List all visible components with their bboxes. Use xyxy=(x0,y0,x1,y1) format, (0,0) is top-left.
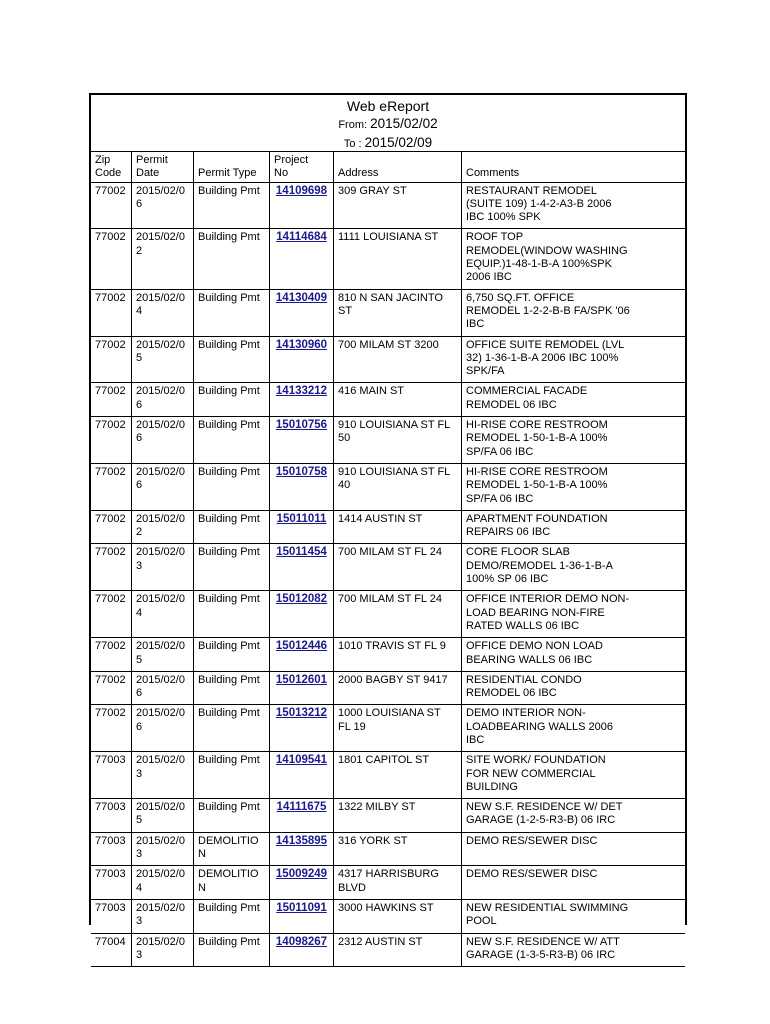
cell-permit-date: 2015/02/0 6 xyxy=(132,383,194,417)
table-row xyxy=(91,752,685,799)
project-link[interactable]: 14114684 xyxy=(276,231,327,244)
cell-address: 910 LOUISIANA ST FL 50 xyxy=(334,417,462,464)
permit-table xyxy=(91,152,685,967)
col-header-comments: Comments xyxy=(462,152,685,183)
cell-project-no xyxy=(270,672,334,706)
cell-permit-date: 2015/02/0 4 xyxy=(132,591,194,638)
table-row xyxy=(91,337,685,384)
cell-address: 1414 AUSTIN ST xyxy=(334,511,462,545)
cell-comments: DEMO RES/SEWER DISC xyxy=(462,866,685,900)
cell-comments: NEW S.F. RESIDENCE W/ DET GARAGE (1-2-5-R3-B) 06 IRC xyxy=(462,799,685,833)
project-link[interactable]: 14109698 xyxy=(275,184,328,197)
cell-permit-date: 2015/02/0 6 xyxy=(132,183,194,230)
project-link[interactable]: 15012601 xyxy=(275,673,328,686)
cell-project-no xyxy=(270,591,334,638)
cell-permit-date: 2015/02/0 3 xyxy=(132,934,194,968)
cell-project-no xyxy=(270,934,334,968)
cell-comments: NEW S.F. RESIDENCE W/ ATT GARAGE (1-3-5-R3-B) 06 IRC xyxy=(462,934,685,968)
cell-project-no xyxy=(270,464,334,511)
to-date: 2015/02/09 xyxy=(364,135,433,150)
cell-address: 910 LOUISIANA ST FL 40 xyxy=(334,464,462,511)
cell-permit-date: 2015/02/0 6 xyxy=(132,464,194,511)
cell-project-no xyxy=(270,290,334,337)
cell-comments: OFFICE SUITE REMODEL (LVL 32) 1-36-1-B-A 2006 IBC 100% SPK/FA xyxy=(462,337,685,384)
table-row xyxy=(91,383,685,417)
cell-permit-date: 2015/02/0 5 xyxy=(132,337,194,384)
cell-permit-type: Building Pmt xyxy=(194,337,270,384)
cell-zip: 77003 xyxy=(91,833,132,867)
cell-permit-date: 2015/02/0 4 xyxy=(132,290,194,337)
cell-address: 1000 LOUISIANA ST FL 19 xyxy=(334,705,462,752)
cell-project-no xyxy=(270,638,334,672)
project-link[interactable]: 14098267 xyxy=(275,935,328,948)
cell-permit-type: Building Pmt xyxy=(194,511,270,545)
report-frame xyxy=(89,93,687,961)
cell-address: 1111 LOUISIANA ST xyxy=(334,229,462,289)
cell-permit-date: 2015/02/0 5 xyxy=(132,638,194,672)
cell-address: 3000 HAWKINS ST xyxy=(334,900,462,934)
cell-zip: 77002 xyxy=(91,229,132,289)
cell-project-no xyxy=(270,752,334,799)
cell-zip: 77003 xyxy=(91,866,132,900)
cell-permit-type: Building Pmt xyxy=(194,229,270,289)
cell-permit-date: 2015/02/0 4 xyxy=(132,866,194,900)
col-header-type: Permit Type xyxy=(194,152,270,183)
cell-permit-type: Building Pmt xyxy=(194,934,270,968)
table-row xyxy=(91,511,685,545)
cell-project-no xyxy=(270,705,334,752)
table-row xyxy=(91,672,685,706)
cell-zip: 77003 xyxy=(91,900,132,934)
cell-address: 1010 TRAVIS ST FL 9 xyxy=(334,638,462,672)
report-header xyxy=(91,95,685,152)
cell-comments: APARTMENT FOUNDATION REPAIRS 06 IBC xyxy=(462,511,685,545)
cell-zip: 77002 xyxy=(91,337,132,384)
cell-permit-type: Building Pmt xyxy=(194,290,270,337)
cell-zip: 77004 xyxy=(91,934,132,968)
to-label: To : xyxy=(343,138,362,150)
cell-comments: NEW RESIDENTIAL SWIMMING POOL xyxy=(462,900,685,934)
cell-address: 4317 HARRISBURG BLVD xyxy=(334,866,462,900)
project-link[interactable]: 15009249 xyxy=(275,868,328,881)
project-link[interactable]: 15013212 xyxy=(275,707,328,720)
table-row xyxy=(91,705,685,752)
cell-comments: COMMERCIAL FACADE REMODEL 06 IBC xyxy=(462,383,685,417)
project-link[interactable]: 15010758 xyxy=(275,465,328,478)
cell-zip: 77002 xyxy=(91,383,132,417)
from-line xyxy=(91,115,685,134)
col-header-zip: Zip Code xyxy=(91,152,132,183)
to-line xyxy=(91,134,685,153)
cell-zip: 77003 xyxy=(91,752,132,799)
cell-zip: 77002 xyxy=(91,464,132,511)
cell-project-no xyxy=(270,229,334,289)
col-header-date: Permit Date xyxy=(132,152,194,183)
cell-zip: 77002 xyxy=(91,638,132,672)
cell-project-no xyxy=(270,383,334,417)
project-link[interactable]: 15012446 xyxy=(275,640,328,653)
cell-comments: RESTAURANT REMODEL (SUITE 109) 1-4-2-A3-B 2006 IBC 100% SPK xyxy=(462,183,685,230)
cell-address: 416 MAIN ST xyxy=(334,383,462,417)
table-row xyxy=(91,591,685,638)
cell-permit-date: 2015/02/0 6 xyxy=(132,705,194,752)
table-row xyxy=(91,464,685,511)
cell-project-no xyxy=(270,337,334,384)
cell-zip: 77002 xyxy=(91,544,132,591)
project-link[interactable]: 15012082 xyxy=(275,593,328,606)
cell-zip: 77002 xyxy=(91,672,132,706)
cell-project-no xyxy=(270,900,334,934)
cell-project-no xyxy=(270,417,334,464)
project-link[interactable]: 14133212 xyxy=(275,385,328,398)
from-date: 2015/02/02 xyxy=(370,116,438,131)
cell-address: 700 MILAM ST FL 24 xyxy=(334,544,462,591)
table-row xyxy=(91,417,685,464)
project-link[interactable]: 14111675 xyxy=(276,801,327,814)
cell-project-no xyxy=(270,511,334,545)
cell-zip: 77002 xyxy=(91,591,132,638)
project-link[interactable]: 15010756 xyxy=(275,419,328,432)
table-row xyxy=(91,638,685,672)
cell-permit-date: 2015/02/0 3 xyxy=(132,833,194,867)
project-link[interactable]: 14109541 xyxy=(275,754,328,767)
cell-permit-type: Building Pmt xyxy=(194,705,270,752)
table-header-row xyxy=(91,152,685,183)
cell-project-no xyxy=(270,799,334,833)
table-row xyxy=(91,934,685,968)
cell-address: 700 MILAM ST 3200 xyxy=(334,337,462,384)
cell-permit-type: Building Pmt xyxy=(194,383,270,417)
cell-permit-type: Building Pmt xyxy=(194,183,270,230)
cell-permit-date: 2015/02/0 3 xyxy=(132,544,194,591)
cell-comments: HI-RISE CORE RESTROOM REMODEL 1-50-1-B-A 100% SP/FA 06 IBC xyxy=(462,464,685,511)
cell-permit-date: 2015/02/0 6 xyxy=(132,417,194,464)
report-title: Web eReport xyxy=(346,98,430,114)
table-row xyxy=(91,229,685,289)
cell-permit-type: Building Pmt xyxy=(194,638,270,672)
cell-comments: DEMO RES/SEWER DISC xyxy=(462,833,685,867)
cell-address: 2312 AUSTIN ST xyxy=(334,934,462,968)
col-header-address: Address xyxy=(334,152,462,183)
cell-zip: 77002 xyxy=(91,417,132,464)
cell-address: 2000 BAGBY ST 9417 xyxy=(334,672,462,706)
cell-comments: 6,750 SQ.FT. OFFICE REMODEL 1-2-2-B-B FA/SPK '06 IBC xyxy=(462,290,685,337)
table-row xyxy=(91,799,685,833)
project-link[interactable]: 14130409 xyxy=(275,291,328,304)
cell-permit-type: Building Pmt xyxy=(194,799,270,833)
cell-project-no xyxy=(270,866,334,900)
cell-permit-date: 2015/02/0 2 xyxy=(132,511,194,545)
cell-permit-type: DEMOLITION xyxy=(194,833,270,867)
table-row xyxy=(91,290,685,337)
cell-permit-type: Building Pmt xyxy=(194,672,270,706)
cell-permit-date: 2015/02/0 3 xyxy=(132,752,194,799)
cell-permit-type: Building Pmt xyxy=(194,417,270,464)
cell-comments: OFFICE DEMO NON LOAD BEARING WALLS 06 IBC xyxy=(462,638,685,672)
cell-comments: DEMO INTERIOR NON- LOADBEARING WALLS 2006 IBC xyxy=(462,705,685,752)
cell-comments: CORE FLOOR SLAB DEMO/REMODEL 1-36-1-B-A 100% SP 06 IBC xyxy=(462,544,685,591)
cell-zip: 77002 xyxy=(91,705,132,752)
cell-zip: 77002 xyxy=(91,511,132,545)
cell-project-no xyxy=(270,183,334,230)
project-link[interactable]: 15011091 xyxy=(276,901,327,914)
cell-permit-type: Building Pmt xyxy=(194,752,270,799)
cell-address: 309 GRAY ST xyxy=(334,183,462,230)
from-label: From: xyxy=(338,119,368,131)
cell-permit-type: Building Pmt xyxy=(194,900,270,934)
cell-address: 700 MILAM ST FL 24 xyxy=(334,591,462,638)
cell-permit-date: 2015/02/0 5 xyxy=(132,799,194,833)
project-link[interactable]: 15011011 xyxy=(276,512,327,525)
cell-address: 1322 MILBY ST xyxy=(334,799,462,833)
cell-project-no xyxy=(270,833,334,867)
cell-comments: ROOF TOP REMODEL(WINDOW WASHING EQUIP.)1-48-1-B-A 100%SPK 2006 IBC xyxy=(462,229,685,289)
cell-zip: 77002 xyxy=(91,183,132,230)
cell-permit-type: Building Pmt xyxy=(194,464,270,511)
project-link[interactable]: 14135895 xyxy=(275,834,328,847)
cell-permit-type: Building Pmt xyxy=(194,544,270,591)
cell-address: 810 N SAN JACINTO ST xyxy=(334,290,462,337)
table-row xyxy=(91,544,685,591)
project-link[interactable]: 14130960 xyxy=(275,338,328,351)
cell-permit-type: Building Pmt xyxy=(194,591,270,638)
col-header-project: Project No xyxy=(270,152,334,183)
table-row xyxy=(91,866,685,900)
cell-comments: OFFICE INTERIOR DEMO NON- LOAD BEARING NON-FIRE RATED WALLS 06 IBC xyxy=(462,591,685,638)
cell-comments: RESIDENTIAL CONDO REMODEL 06 IBC xyxy=(462,672,685,706)
table-row xyxy=(91,183,685,230)
table-row xyxy=(91,833,685,867)
cell-permit-date: 2015/02/0 3 xyxy=(132,900,194,934)
table-row xyxy=(91,900,685,934)
cell-permit-date: 2015/02/0 2 xyxy=(132,229,194,289)
project-link[interactable]: 15011454 xyxy=(276,546,327,559)
cell-zip: 77002 xyxy=(91,290,132,337)
cell-comments: HI-RISE CORE RESTROOM REMODEL 1-50-1-B-A 100% SP/FA 06 IBC xyxy=(462,417,685,464)
cell-address: 316 YORK ST xyxy=(334,833,462,867)
cell-comments: SITE WORK/ FOUNDATION FOR NEW COMMERCIAL BUILDING xyxy=(462,752,685,799)
cell-permit-date: 2015/02/0 6 xyxy=(132,672,194,706)
cell-project-no xyxy=(270,544,334,591)
cell-address: 1801 CAPITOL ST xyxy=(334,752,462,799)
cell-zip: 77003 xyxy=(91,799,132,833)
cell-permit-type: DEMOLITION xyxy=(194,866,270,900)
